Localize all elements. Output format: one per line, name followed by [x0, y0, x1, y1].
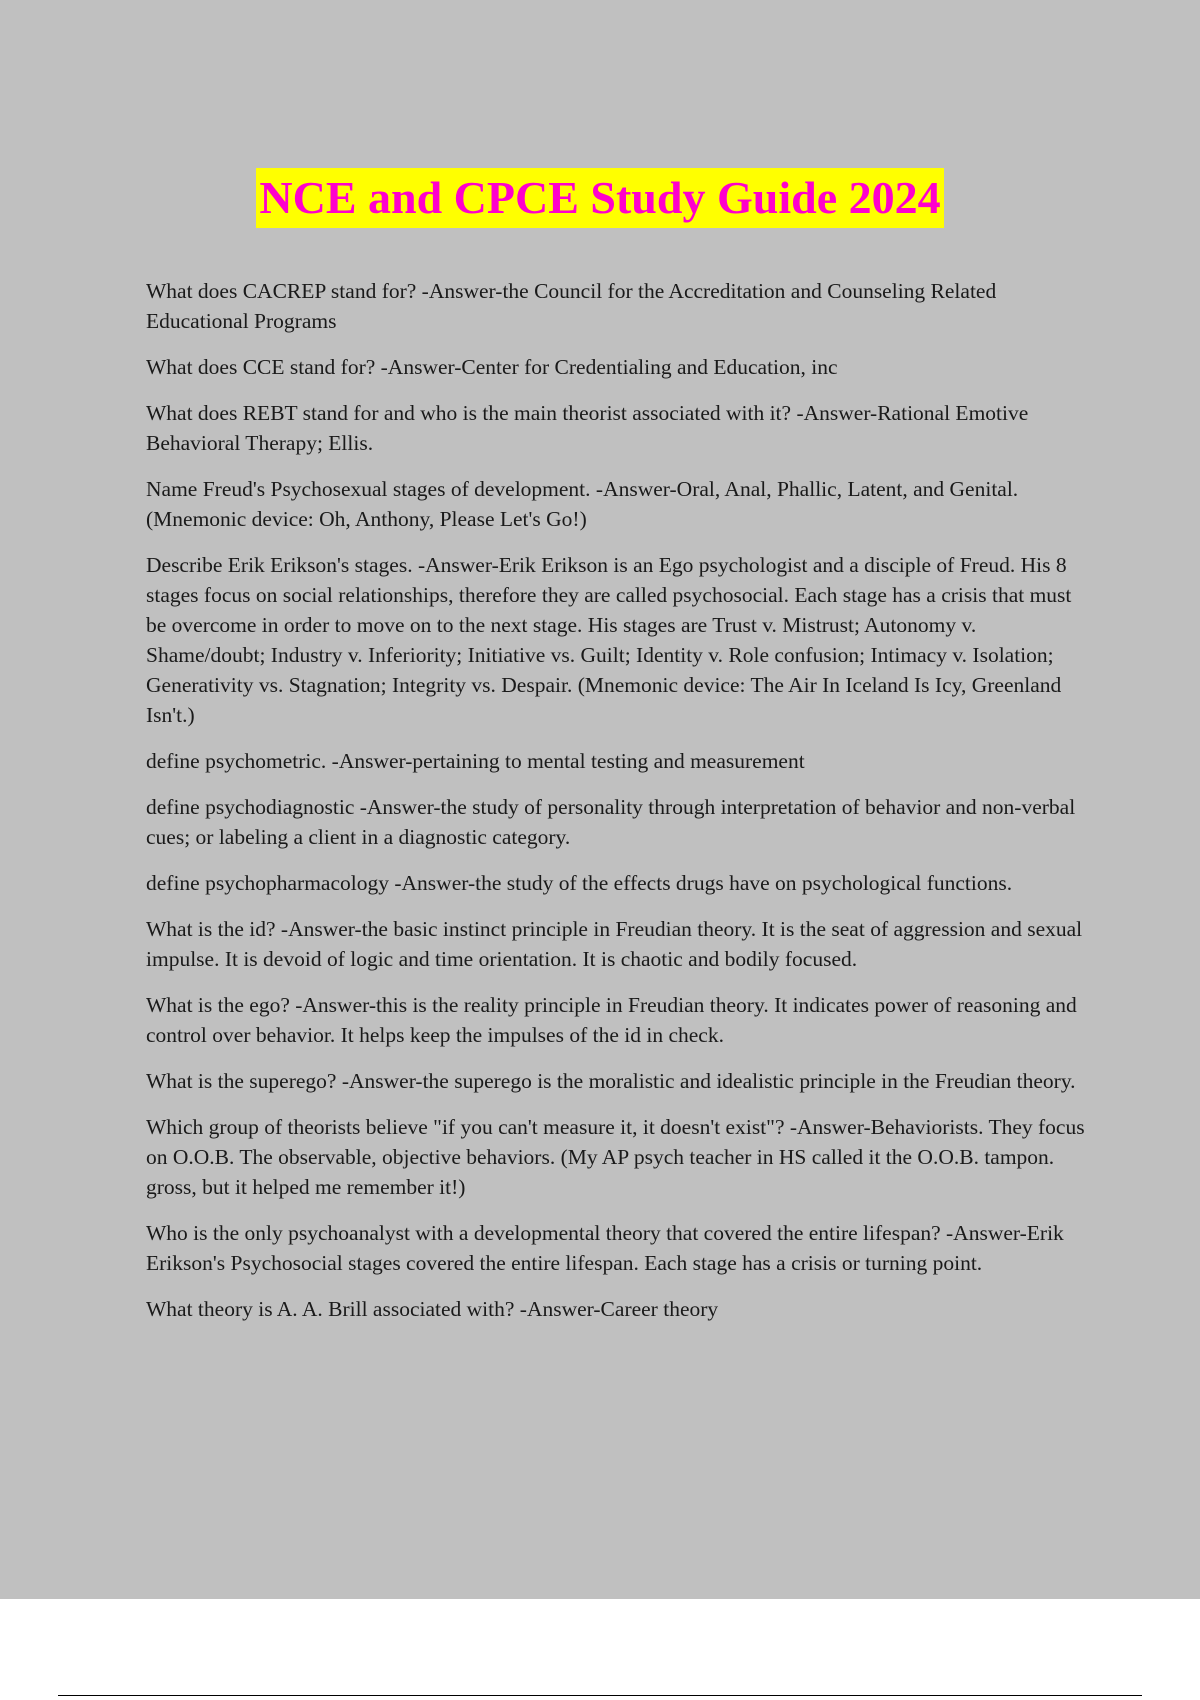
qa-item: Describe Erik Erikson's stages. -Answer-Erik Erikson is an Ego psychologist and a disciple of Freud. His 8 stages focus on social relationships, therefore they are called psychosocial. Each stage has a crisis that must be overcome in order to move on to the next stage. His stages are Trust v. Mistrust; Autonomy v. Shame/doubt; Industry v. Inferiority; Initiative vs. Guilt; Identity v. Role confusion; Intimacy v. Isolation; Generativity vs. Stagnation; Integrity vs. Despair. (Mnemonic device: The Air In Iceland Is Icy, Greenland Isn't.)	[146, 553, 1072, 727]
qa-item: define psychodiagnostic -Answer-the study of personality through interpretation of behavior and non-verbal cues; or labeling a client in a diagnostic category.	[146, 795, 1076, 849]
qa-item: What theory is A. A. Brill associated with? -Answer-Career theory	[146, 1297, 719, 1321]
qa-item: define psychometric. -Answer-pertaining to mental testing and measurement	[146, 749, 805, 773]
qa-item: Name Freud's Psychosexual stages of development. -Answer-Oral, Anal, Phallic, Latent, and Genital. (Mnemonic device: Oh, Anthony, Please Let's Go!)	[146, 477, 1019, 531]
qa-item: What is the ego? -Answer-this is the reality principle in Freudian theory. It indicates power of reasoning and control over behavior. It helps keep the impulses of the id in check.	[146, 993, 1077, 1047]
qa-item: What does CACREP stand for? -Answer-the Council for the Accreditation and Counseling Related Educational Programs	[146, 279, 997, 333]
qa-item: What is the id? -Answer-the basic instinct principle in Freudian theory. It is the seat of aggression and sexual impulse. It is devoid of logic and time orientation. It is chaotic and bodily focused.	[146, 917, 1083, 971]
document-title: NCE and CPCE Study Guide 2024	[256, 168, 943, 228]
qa-item: What is the superego? -Answer-the superego is the moralistic and idealistic principle in the Freudian theory.	[146, 1069, 1076, 1093]
qa-item: What does CCE stand for? -Answer-Center for Credentialing and Education, inc	[146, 355, 838, 379]
qa-item: Who is the only psychoanalyst with a developmental theory that covered the entire lifespan? -Answer-Erik Erikson's Psychosocial stages covered the entire lifespan. Each stage has a crisis or turning point.	[146, 1221, 1064, 1275]
footer-divider	[58, 1695, 1142, 1696]
title-wrapper	[0, 168, 1200, 228]
qa-list	[146, 276, 1096, 1340]
qa-item: Which group of theorists believe "if you can't measure it, it doesn't exist"? -Answer-Behaviorists. They focus on O.O.B. The observable, objective behaviors. (My AP psych teacher in HS called it the O.O.B. tampon. gross, but it helped me remember it!)	[146, 1115, 1085, 1199]
qa-item: What does REBT stand for and who is the main theorist associated with it? -Answer-Rational Emotive Behavioral Therapy; Ellis.	[146, 401, 1029, 455]
qa-item: define psychopharmacology -Answer-the study of the effects drugs have on psychological functions.	[146, 871, 1013, 895]
